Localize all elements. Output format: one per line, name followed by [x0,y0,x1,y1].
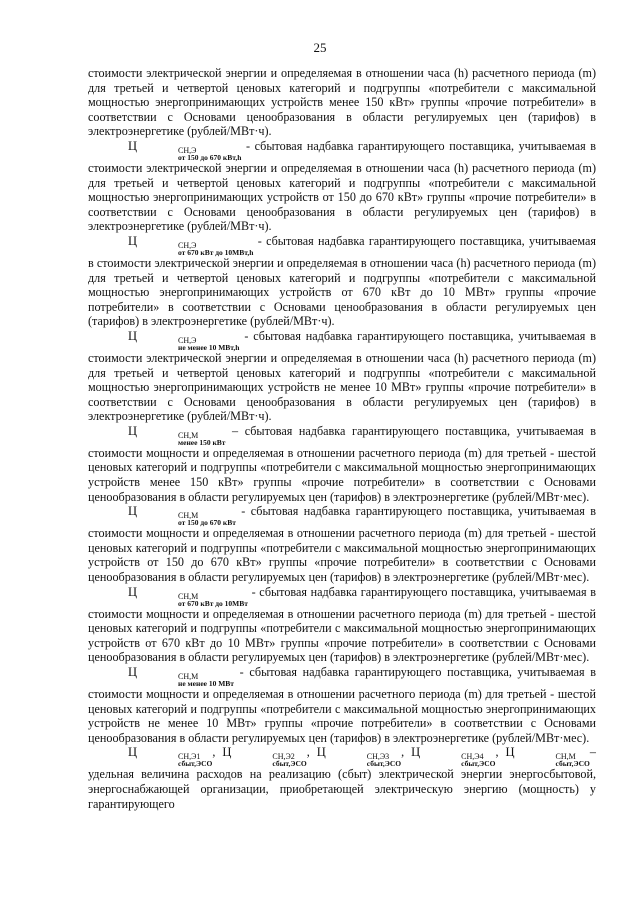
definition-text: - сбытовая надбавка гарантирующего поставщика, учитываемая в стоимости мощности и определяемая в отношении расчетного периода (m) для третьей - шестой ценовых категорий и подгруппы «потребители с максимальной мощностью энергопринимающих устройств от 670 кВт до 10 МВт» группы «прочие потребители» в соответствии с Основами ценообразования в области регулируемых цен (тарифов) в электроэнергетике (рублей/МВт·мес). [88,584,596,665]
formula-subscript: не менее 10 МВт,h [178,342,240,352]
formula-symbol: Ц [128,138,138,153]
formula-superscript: СН,Э4 [461,752,484,762]
formula-superscript: СН,Э [178,145,197,155]
formula-symbol: Ц [128,233,138,248]
formula-superscript: СН,Э1 [178,752,201,762]
formula-subscript: от 670 кВт до 10МВт,h [178,247,254,257]
formula-symbol: Ц [316,745,326,760]
formula-superscript: СН,Э3 [366,752,390,762]
formula-superscript: СН,М [178,672,199,681]
formula-indices [232,753,306,767]
formula-separator: , [401,745,412,760]
final-definition-paragraph [88,745,596,811]
definition-text: – сбытовая надбавка гарантирующего поставщика, учитываемая в стоимости мощности и определяемая в отношении расчетного периода (m) для третьей - шестой ценовых категорий и подгруппы «потребители с максимальной мощностью энергопринимающих устройств менее 150 кВт» группы «прочие потребители» в соответствии с Основами ценообразования в области регулируемых цен (тарифов) в электроэнергетике (рублей/МВт·мес). [88,423,596,504]
formula-separator: , [306,745,317,760]
formula-separator: , [495,745,506,760]
formula-symbol: Ц [128,504,138,519]
formula-subscript: сбыт,ЭСО [178,759,213,769]
formula-indices [421,753,495,767]
formula-superscript: СН,М [555,752,576,762]
definition-text: - сбытовая надбавка гарантирующего поставщика, учитываемая в стоимости электрической энергии и определяемая в отношении часа (h) расчетного периода (m) для третьей и четвертой ценовых категорий и подгруппы «потребители с максимальной мощностью энергопринимающих устройств от 150 до 670 кВт» группы «прочие потребители» в соответствии с Основами ценообразования в области регулируемых цен (тарифов) в электроэнергетике (рублей/МВт·ч). [88,138,596,234]
formula-subscript: сбыт,ЭСО [461,759,496,769]
definition-paragraph [88,585,596,665]
formula-indices [138,242,253,256]
definition-text: - сбытовая надбавка гарантирующего поставщика, учитываемая в стоимости электрической энергии и определяемая в отношении часа (h) расчетного периода (m) для третьей и четвертой ценовых категорий и подгруппы «потребители с максимальной мощностью энергопринимающих устройств от 670 кВт до 10 МВт» группы «прочие потребители» в соответствии с Основами ценообразования в области регулируемых цен (тарифов) в электроэнергетике (рублей/МВт·ч). [88,233,596,329]
formula-subscript: сбыт,ЭСО [272,759,307,769]
formula-subscript: от 150 до 670 кВт,h [178,152,242,162]
intro-paragraph: стоимости электрической энергии и определяемая в отношении часа (h) расчетного периода (m) для третьей и четвертой ценовых категорий и подгруппы «потребители с максимальной мощностью энергопринимающих устройств менее 150 кВт» группы «прочие потребители» в соответствии с Основами ценообразования в области регулируемых цен (тарифов) в электроэнергетике (рублей/МВт·ч). [88,66,596,139]
formula-superscript: СН,М [178,511,199,521]
definition-paragraph [88,234,596,329]
formula-subscript: не менее 10 МВт [178,679,234,688]
formula-superscript: СН,Э [178,335,197,345]
formula-indices [138,512,236,526]
definition-paragraph [88,424,596,504]
formula-symbol: Ц [128,745,138,760]
formula-symbol: Ц [128,665,138,679]
definition-paragraph [88,329,596,424]
definition-paragraph [88,504,596,584]
formula-symbol: Ц [128,328,138,343]
page-number: 25 [313,40,327,55]
formula-indices [327,753,401,767]
formula-indices [138,432,225,446]
formula-superscript: СН,М [178,430,199,440]
formula-subscript: от 670 кВт до 10МВт [178,598,248,608]
formula-indices [138,593,248,607]
formula-indices [138,753,212,767]
formula-symbol: Ц [505,745,515,760]
formula-subscript: от 150 до 670 кВт [178,518,236,528]
formula-subscript: сбыт,ЭСО [555,759,590,769]
formula-subscript: менее 150 кВт [178,437,226,447]
formula-separator: , [212,745,223,760]
formula-symbol: Ц [222,745,232,760]
definition-text: –удельная величина расходов на реализацию (сбыт) электрической энергии энергосбытовой, энергоснабжающей организации, приобретающей электрическую энергию (мощность) у гарантирующего [88,745,596,811]
formula-superscript: СН,Э [178,240,197,250]
definition-text: - сбытовая надбавка гарантирующего поставщика, учитываемая в стоимости электрической энергии и определяемая в отношении часа (h) расчетного периода (m) для третьей и четвертой ценовых категорий и подгруппы «потребители с максимальной мощностью энергопринимающих устройств не менее 10 МВт» группы «прочие потребители» в соответствии с Основами ценообразования в области регулируемых цен (тарифов) в электроэнергетике (рублей/МВт·ч). [88,328,596,424]
definition-paragraph [88,665,596,745]
definition-text: - сбытовая надбавка гарантирующего поставщика, учитываемая в стоимости мощности и определяемая в отношении расчетного периода (m) для третьей - шестой ценовых категорий и подгруппы «потребители с максимальной мощностью энергопринимающих устройств от 150 до 670 кВт» группы «прочие потребители» в соответствии с Основами ценообразования в области регулируемых цен (тарифов) в электроэнергетике (рублей/МВт·мес). [88,504,596,585]
formula-subscript: сбыт,ЭСО [366,759,402,769]
formula-symbol: Ц [411,745,421,760]
document-body [88,66,596,811]
definition-paragraph [88,139,596,234]
formula-symbol: Ц [128,584,138,599]
definition-text: - сбытовая надбавка гарантирующего поставщика, учитываемая в стоимости мощности и определяемая в отношении расчетного периода (m) для третьей - шестой ценовых категорий и подгруппы «потребители с максимальной мощностью энергопринимающих устройств не менее 10 МВт» группы «прочие потребители» в соответствии с Основами ценообразования в области регулируемых цен (тарифов) в электроэнергетике (рублей/МВт·мес). [88,665,596,745]
formula-superscript: СН,Э2 [272,752,295,762]
formula-indices [516,753,590,767]
formula-superscript: СН,М [178,591,199,601]
formula-indices [138,147,241,161]
formula-indices [138,337,239,351]
formula-symbol: Ц [128,423,138,438]
formula-indices [138,673,234,687]
